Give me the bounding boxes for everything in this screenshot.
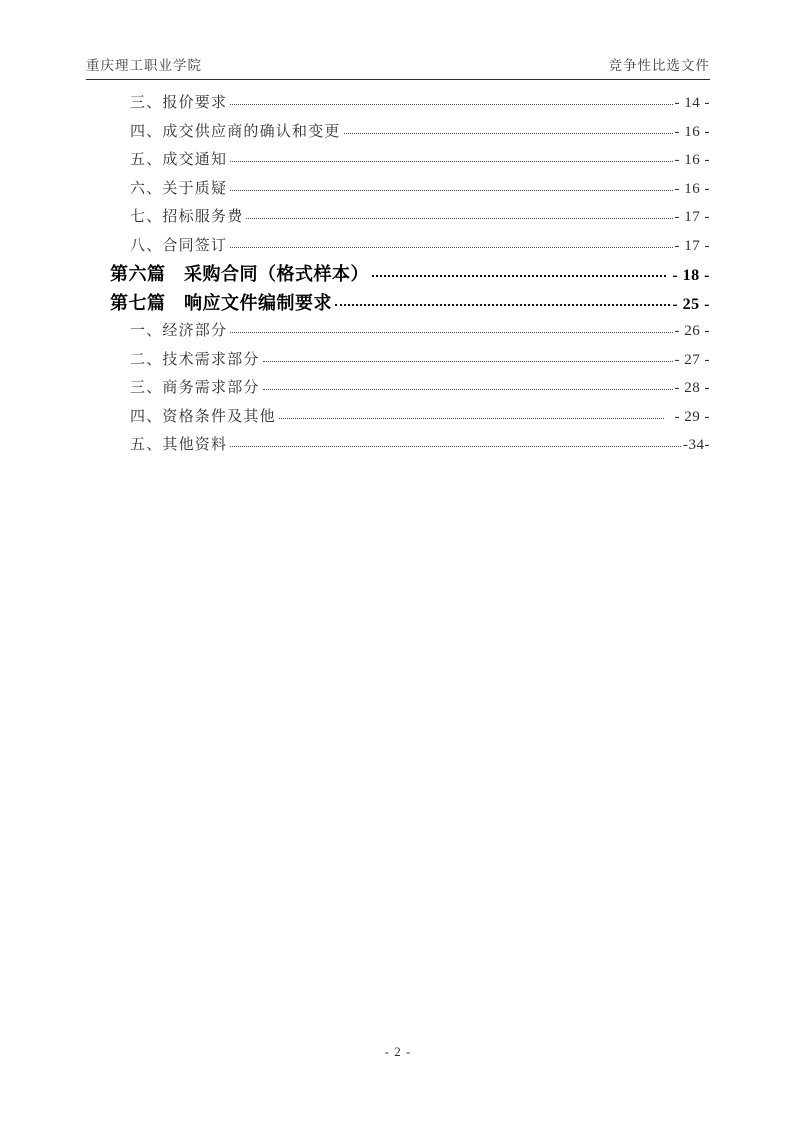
- toc-entry-title: 第六篇 采购合同（格式样本）: [110, 264, 369, 284]
- toc-dot-leader: [344, 133, 673, 134]
- toc-entry-title: 二、技术需求部分: [130, 351, 260, 368]
- header-right-doc-type: 竞争性比选文件: [608, 58, 710, 73]
- toc-dot-leader: [263, 361, 673, 362]
- toc-entry[interactable]: [86, 232, 710, 261]
- toc-entry[interactable]: [86, 260, 710, 289]
- toc-entry-page-number: - 17 -: [674, 237, 710, 254]
- toc-entry-title: 八、合同签订: [130, 237, 228, 254]
- toc-entry-page-number: - 29 -: [666, 408, 710, 425]
- toc-entry[interactable]: [86, 175, 710, 204]
- toc-entry-page-number: - 26 -: [674, 323, 710, 339]
- toc-entry-page-number: - 16 -: [674, 123, 710, 140]
- toc-entry-title: 七、招标服务费: [130, 209, 244, 225]
- toc-entry[interactable]: [86, 146, 710, 175]
- toc-entry-title: 三、商务需求部分: [130, 380, 260, 396]
- toc-entry-page-number: - 17 -: [674, 209, 710, 225]
- page-content: [86, 0, 710, 1122]
- toc-entry-page-number: -34-: [683, 437, 710, 453]
- toc-entry[interactable]: [86, 289, 710, 318]
- toc-entry-title: 六、关于质疑: [130, 180, 228, 197]
- toc-dot-leader: [230, 161, 672, 162]
- toc-entry-title: 四、资格条件及其他: [130, 408, 276, 425]
- page-number: - 2 -: [384, 1044, 412, 1059]
- toc-entry[interactable]: [86, 89, 710, 118]
- toc-entry[interactable]: [86, 403, 710, 432]
- page-footer: [86, 1044, 710, 1060]
- toc-entry[interactable]: [86, 431, 710, 460]
- toc-entry-page-number: - 16 -: [674, 180, 710, 197]
- toc-dot-leader: [230, 446, 681, 447]
- toc-entry[interactable]: [86, 374, 710, 403]
- toc-dot-leader: [230, 190, 672, 191]
- toc-entry-title: 第七篇 响应文件编制要求: [110, 292, 332, 313]
- header-left-org-name: 重庆理工职业学院: [86, 58, 202, 73]
- toc-dot-leader: [279, 418, 664, 419]
- toc-entry[interactable]: [86, 203, 710, 232]
- toc-dot-leader: [263, 389, 673, 390]
- toc-entry-title: 五、其他资料: [130, 437, 228, 453]
- toc-entry-page-number: - 27 -: [674, 351, 710, 368]
- toc-entry[interactable]: [86, 346, 710, 375]
- toc-entry-title: 四、成交供应商的确认和变更: [130, 123, 341, 140]
- toc-entry-page-number: - 14 -: [674, 95, 710, 111]
- header-rule: [86, 79, 710, 80]
- toc-entry-page-number: - 25 -: [672, 295, 710, 313]
- toc-entry-title: 一、经济部分: [130, 323, 228, 339]
- toc-entry[interactable]: [86, 317, 710, 346]
- toc-entry-title: 三、报价要求: [130, 95, 228, 111]
- toc-entry-page-number: - 28 -: [674, 380, 710, 396]
- toc-dot-leader: [335, 304, 670, 306]
- toc-entry[interactable]: [86, 118, 710, 147]
- toc-entry-title: 五、成交通知: [130, 152, 228, 168]
- table-of-contents: [86, 89, 710, 460]
- toc-entry-page-number: - 18 -: [667, 267, 710, 284]
- toc-dot-leader: [246, 218, 672, 219]
- toc-entry-page-number: - 16 -: [674, 152, 710, 168]
- toc-dot-leader: [372, 275, 666, 277]
- page-header: [86, 0, 710, 74]
- toc-dot-leader: [230, 247, 672, 248]
- toc-dot-leader: [230, 332, 672, 333]
- toc-dot-leader: [230, 104, 672, 105]
